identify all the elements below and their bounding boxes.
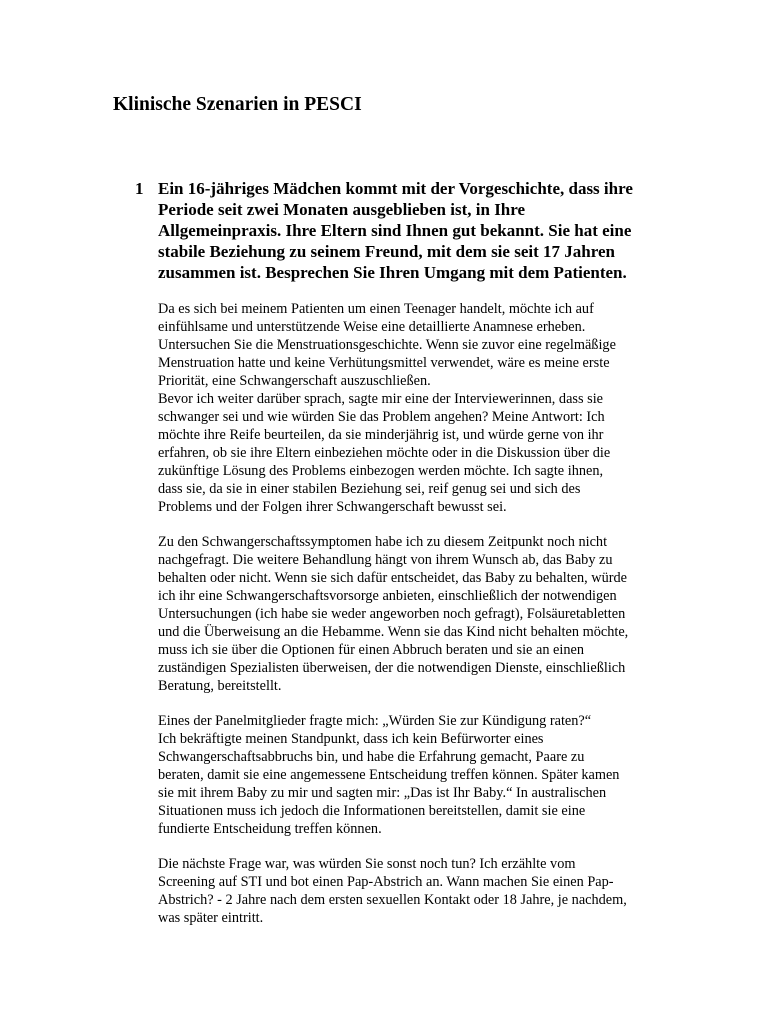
paragraph-line: behalten oder nicht. Wenn sie sich dafür entscheidet, das Baby zu behalten, würde bbox=[158, 570, 628, 586]
paragraph-line: Zu den Schwangerschaftssymptomen habe ich zu diesem Zeitpunkt noch nicht bbox=[158, 534, 608, 550]
paragraph-line: Abstrich? - 2 Jahre nach dem ersten sexuellen Kontakt oder 18 Jahre, je nachdem, bbox=[158, 892, 627, 908]
answer-paragraph-treatment bbox=[158, 533, 658, 695]
paragraph-line: Ich bekräftigte meinen Standpunkt, dass ich kein Befürworter eines bbox=[158, 731, 544, 747]
paragraph-line: Screening auf STI und bot einen Pap-Abstrich an. Wann machen Sie einen Pap- bbox=[158, 874, 614, 890]
question-line: stabile Beziehung zu seinem Freund, mit dem sie seit 17 Jahren bbox=[158, 242, 615, 261]
answer-paragraph-screening bbox=[158, 855, 658, 927]
paragraph-line: nachgefragt. Die weitere Behandlung hängt von ihrem Wunsch ab, das Baby zu bbox=[158, 552, 613, 568]
question-line: Allgemeinpraxis. Ihre Eltern sind Ihnen gut bekannt. Sie hat eine bbox=[158, 221, 632, 240]
paragraph-line: dass sie, da sie in einer stabilen Beziehung sei, reif genug sei und sich des bbox=[158, 481, 581, 497]
paragraph-line: Die nächste Frage war, was würden Sie sonst noch tun? Ich erzählte vom bbox=[158, 856, 576, 872]
paragraph-line: erfahren, ob sie ihre Eltern einbeziehen möchte oder in die Diskussion über die bbox=[158, 445, 611, 461]
answer-paragraph-panel bbox=[158, 712, 658, 838]
answer-paragraph-history bbox=[158, 300, 658, 516]
paragraph-line: Beratung, bereitstellt. bbox=[158, 678, 282, 694]
paragraph-line: Priorität, eine Schwangerschaft auszuschließen. bbox=[158, 373, 431, 389]
paragraph-line: sie mit ihrem Baby zu mir und sagten mir: „Das ist Ihr Baby.“ In australischen bbox=[158, 785, 607, 801]
paragraph-line: möchte ihre Reife beurteilen, da sie minderjährig ist, und würde gerne von ihr bbox=[158, 427, 604, 443]
paragraph-line: fundierte Entscheidung treffen können. bbox=[158, 821, 382, 837]
paragraph-line: Situationen muss ich jedoch die Informationen bereitstellen, damit sie eine bbox=[158, 803, 586, 819]
paragraph-line: Da es sich bei meinem Patienten um einen Teenager handelt, möchte ich auf bbox=[158, 301, 594, 317]
paragraph-line: schwanger sei und wie würden Sie das Problem angehen? Meine Antwort: Ich bbox=[158, 409, 605, 425]
question-line: zusammen ist. Besprechen Sie Ihren Umgang mit dem Patienten. bbox=[158, 263, 627, 282]
paragraph-line: beraten, damit sie eine angemessene Entscheidung treffen können. Später kamen bbox=[158, 767, 620, 783]
paragraph-line: zukünftige Lösung des Problems einbezogen werden möchte. Ich sagte ihnen, bbox=[158, 463, 604, 479]
paragraph-line: zuständigen Spezialisten überweisen, der die notwendigen Dienste, einschließlich bbox=[158, 660, 626, 676]
paragraph-line: muss ich sie über die Optionen für einen Abbruch beraten und sie an einen bbox=[158, 642, 585, 658]
document-title: Klinische Szenarien in PESCI bbox=[113, 94, 362, 115]
paragraph-line: Menstruation hatte und keine Verhütungsmittel verwendet, wäre es meine erste bbox=[158, 355, 610, 371]
paragraph-line: Untersuchen Sie die Menstruationsgeschichte. Wenn sie zuvor eine regelmäßige bbox=[158, 337, 616, 353]
paragraph-line: Eines der Panelmitglieder fragte mich: „Würden Sie zur Kündigung raten?“ bbox=[158, 713, 592, 729]
question-text bbox=[158, 178, 658, 283]
paragraph-line: und die Überweisung an die Hebamme. Wenn sie das Kind nicht behalten möchte, bbox=[158, 624, 629, 640]
paragraph-line: Bevor ich weiter darüber sprach, sagte mir eine der Interviewerinnen, dass sie bbox=[158, 391, 604, 407]
paragraph-line: einfühlsame und unterstützende Weise eine detaillierte Anamnese erheben. bbox=[158, 319, 586, 335]
paragraph-line: Schwangerschaftsabbruchs bin, und habe die Erfahrung gemacht, Paare zu bbox=[158, 749, 585, 765]
paragraph-line: Untersuchungen (ich habe sie weder angeworben noch gefragt), Folsäuretabletten bbox=[158, 606, 626, 622]
paragraph-line: Problems und der Folgen ihrer Schwangerschaft bewusst sei. bbox=[158, 499, 507, 515]
question-line: Ein 16-jähriges Mädchen kommt mit der Vorgeschichte, dass ihre bbox=[158, 179, 633, 198]
paragraph-line: was später eintritt. bbox=[158, 910, 264, 926]
question-number: 1 bbox=[135, 179, 144, 198]
paragraph-line: ich ihr eine Schwangerschaftsvorsorge anbieten, einschließlich der notwendigen bbox=[158, 588, 617, 604]
question-line: Periode seit zwei Monaten ausgeblieben ist, in Ihre bbox=[158, 200, 526, 219]
